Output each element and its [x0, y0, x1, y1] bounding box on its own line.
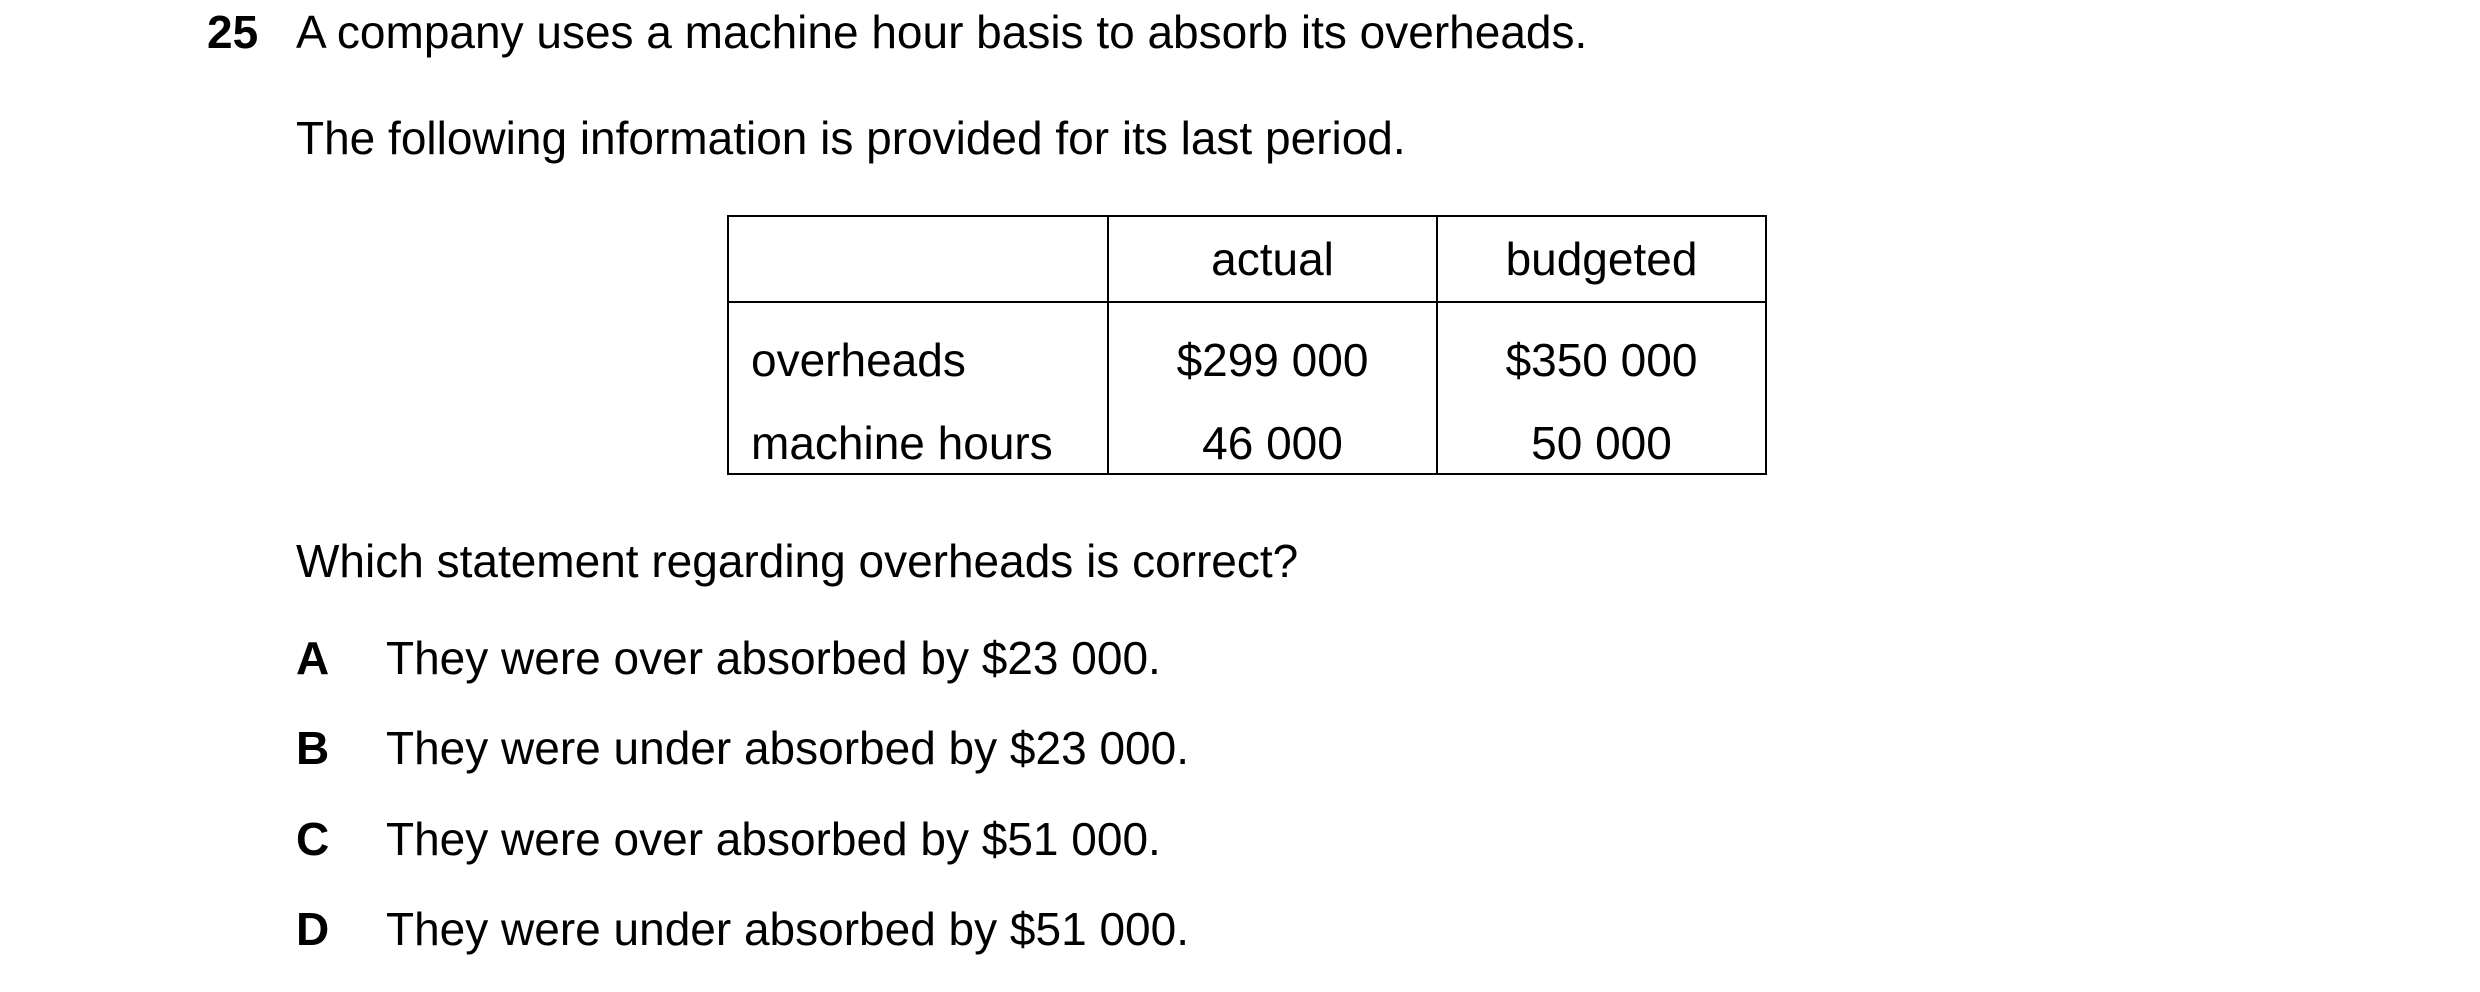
option-letter: B: [296, 722, 330, 774]
option-letter: C: [296, 813, 330, 865]
option-text: They were over absorbed by $51 000.: [386, 813, 1161, 865]
question-number: 25: [207, 6, 259, 58]
option-d[interactable]: [296, 903, 1189, 955]
cell-actual: $299 000: [1108, 302, 1437, 396]
option-letter: A: [296, 632, 330, 684]
option-text: They were under absorbed by $23 000.: [386, 722, 1189, 774]
question-prompt: Which statement regarding overheads is correct?: [296, 535, 1299, 587]
cell-budgeted: 50 000: [1437, 396, 1766, 474]
table-header-actual: actual: [1108, 216, 1437, 302]
table-row: [728, 302, 1766, 396]
option-b[interactable]: [296, 722, 1189, 774]
option-letter: D: [296, 903, 330, 955]
row-label: machine hours: [728, 396, 1108, 474]
info-table: [727, 215, 1767, 475]
cell-budgeted: $350 000: [1437, 302, 1766, 396]
option-c[interactable]: [296, 813, 1161, 865]
option-text: They were over absorbed by $23 000.: [386, 632, 1161, 684]
option-a[interactable]: [296, 632, 1161, 684]
question-intro: The following information is provided for its last period.: [296, 112, 1406, 164]
table-header-budgeted: budgeted: [1437, 216, 1766, 302]
option-text: They were under absorbed by $51 000.: [386, 903, 1189, 955]
table-header-row: [728, 216, 1766, 302]
row-label: overheads: [728, 302, 1108, 396]
table-row: [728, 396, 1766, 474]
table-header-blank: [728, 216, 1108, 302]
cell-actual: 46 000: [1108, 396, 1437, 474]
question-stem: A company uses a machine hour basis to absorb its overheads.: [296, 6, 1588, 58]
